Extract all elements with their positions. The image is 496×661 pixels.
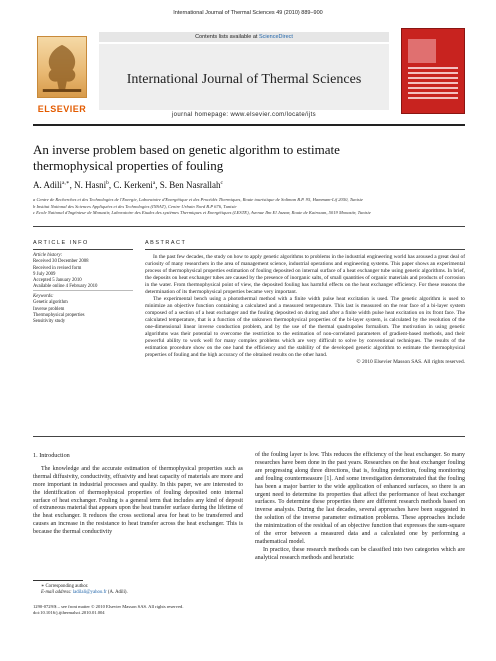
copyright: © 2010 Elsevier Masson SAS. All rights reserved. — [356, 359, 465, 365]
journal-cover-image — [401, 28, 465, 114]
body-paragraph: In practice, these research methods can be classified into two categories which are analytical research methods and heuristic — [255, 546, 465, 561]
abstract-bottom-divider — [33, 436, 465, 437]
article-history — [33, 253, 128, 291]
keyword[interactable]: Inverse problem — [33, 306, 65, 312]
keyword[interactable]: Thermophysical properties — [33, 312, 85, 318]
doi-line[interactable]: doi:10.1016/j.ijthermalsci.2010.01.004 — [33, 610, 105, 616]
body-paragraph: The knowledge and the accurate estimation of thermophysical properties such as thermal diffusivity, conductivity, effusivity and heat capacity of materials are more and more important in industrial processes and quality. In this paper, we are interested to the identification of thermophysical properties of fouling deposited onto internal surface of heat exchanger. Fouling is a general term that includes any kind of deposit of extraneous material that appears upon the heat transfer surface during the lifetime of the heat exchanger. It reduces the cross sectional area for heat to be transferred and causes an increase in the resistance to heat transfer across the heat exchanger. This is because the thermal conductivity — [33, 465, 243, 536]
sciencedirect-link[interactable]: ScienceDirect — [258, 34, 293, 40]
issn-doi — [33, 604, 243, 616]
elsevier-tree-icon — [37, 36, 87, 98]
article-info-heading: ARTICLE INFO — [33, 240, 89, 246]
abstract-paragraph: In the past few decades, the study on how to apply genetic algorithms to problems in the industrial engineering world has aroused a great deal of curiosity of many researchers in the area of management science, industrial operations and engineering systems. This paper shows an experimental process of thermophysical properties estimation of fouling deposited on internal surface of a heat exchanger tube using genetic algorithms. In brief, the deposits on heat exchanger tubes are caused by the presence of inorganic salts, of small quantities of organic materials and products of corrosion in the water. From thermophysical point of view, the deposited fouling has harmful effects on the heat exchanger efficiency. For these reasons the determination of its thermophysical properties became very important. — [145, 254, 465, 295]
publisher-logo — [33, 22, 91, 120]
publisher-name: ELSEVIER — [37, 104, 87, 114]
journal-citation: International Journal of Thermal Sciences 49 (2010) 889–900 — [173, 10, 323, 16]
affiliations — [33, 197, 465, 217]
masthead — [33, 22, 465, 120]
journal-banner — [99, 44, 389, 110]
contents-bar — [99, 32, 389, 42]
keywords-label: Keywords: — [33, 294, 54, 299]
history-item: Received in revised form — [33, 265, 82, 271]
affiliation: b Institut National des Sciences Appliquées et des Technologies (INSAT), Centre Urbain Nord B.P 676, Tunisie — [33, 203, 237, 209]
body-column-right — [255, 452, 465, 563]
history-item: Available online 4 February 2010 — [33, 284, 98, 290]
keyword[interactable]: Genetic algorithm — [33, 300, 68, 306]
info-inner-divider — [33, 290, 133, 291]
title-line-2: thermophysical properties of fouling — [33, 158, 224, 173]
body-column-left — [33, 452, 243, 537]
contents-prefix: Contents lists available at — [195, 34, 259, 40]
affiliation-divider — [33, 226, 465, 227]
issn-line: 1290-0729/$ – see front matter © 2010 Elsevier Masson SAS. All rights reserved. — [33, 604, 184, 609]
email-note: E-mail address: ladilali@yahoo.fr (A. Adili). — [41, 590, 128, 596]
article-title — [33, 142, 465, 174]
abstract-paragraph: The experimental bench using a photothermal method with a finite width pulse heat excitation is used. The genetic algorithm is used to minimize an objective function containing a calculated and a measured temperature. This last is measured on the rear face of a bi-layer system composed of a section of a heat exchanger and the fouling deposited on during and after a finite width pulse heat excitation on its front face. The calculated temperature, that is a function of the unknown thermophysical properties of the bi-layer system, is calculated by the resolution of the one-dimensional linear inverse conduction problem, and by the use of the thermal quadrupoles formalism. The motivation in using genetic algorithms was their potential to overcome the restriction to the estimation of non-correlated parameters of gradient-based methods, and their powerful ability to work well for many complex problems which are very difficult to solve by conventional techniques. The results of the estimation procedure show on the one hand the efficiency and the stability of the developed genetic algorithm to estimate the thermophysical properties of fouling and the high accuracy of the obtained results on the other hand. — [145, 296, 465, 358]
header-divider — [33, 124, 465, 126]
abstract-divider — [145, 249, 465, 250]
keyword[interactable]: Sensitivity study — [33, 319, 66, 325]
email-link[interactable]: ladilali@yahoo.fr — [72, 590, 107, 596]
homepage-url[interactable]: www.elsevier.com/locate/ijts — [230, 112, 317, 118]
history-item: Accepted 5 January 2010 — [33, 278, 82, 284]
title-line-1: An inverse problem based on genetic algorithm to estimate — [33, 142, 340, 157]
author-name[interactable]: A. Adili — [33, 180, 63, 190]
section-heading: 1. Introduction — [33, 452, 70, 459]
author-name[interactable]: N. Hasni — [74, 180, 107, 190]
footnote-divider — [33, 580, 83, 581]
author-list: A. Adili$^{a,∗}$, N. Hasni$^b$, C. Kerkeni$^a$, S. Ben Nasrallah$^c$ — [33, 180, 223, 190]
author-name[interactable]: C. Kerkeni — [113, 180, 153, 190]
footnotes — [33, 584, 243, 597]
history-label: Article history: — [33, 253, 63, 258]
corresponding-author-note: ∗ Corresponding author. — [41, 584, 89, 589]
info-divider — [33, 249, 133, 250]
history-item: Received 30 December 2008 — [33, 259, 89, 265]
affiliation: c Ecole National d'Ingénieur de Monastir, Laboratoire des Etudes des systèmes Thermiques et Energétiques (LESTE), Avenue Ibn El Jazzar, Route de Kairouan, 5019 Monastir, Tunisie — [33, 210, 371, 216]
homepage-prefix: journal homepage: — [171, 112, 231, 118]
journal-name: International Journal of Thermal Sciences — [126, 72, 362, 87]
body-paragraph: of the fouling layer is low. This reduces the efficiency of the heat exchanger. So many researches have been done in the past years. Researches on the heat exchanger fouling are progressing along three directions, that is, fouling prediction, fouling monitoring and fouling countermeasure [1]. And some investigation demonstrated that the fouling has been a major barrier to the wide application of enhanced surfaces, so there is an urgent need to determine its properties that affect the performance of heat exchanger surfaces. To determine these properties there are different research methods based on inverse analysis. During the last decades, several approaches have been suggested in the solution of the inverse parameter estimation problems. These approaches include the minimization of the residual of an objective function that expresses the sum-square of the error between a measured data and a calculated one by performing a mathematical model. — [255, 452, 465, 545]
keywords — [33, 294, 128, 325]
history-item: 9 July 2009 — [33, 271, 56, 277]
author-name[interactable]: S. Ben Nasrallah — [159, 180, 221, 190]
abstract-body — [145, 254, 465, 366]
journal-homepage — [99, 112, 389, 118]
abstract-heading: ABSTRACT — [145, 240, 187, 246]
affiliation: a Centre de Recherches et des Technologies de l'Energie, Laboratoire d'Energétique et des Procédés Thermiques, Route touristique de Soliman B.P. 95, Hammam-Lif 2050, Tunisie — [33, 197, 363, 202]
